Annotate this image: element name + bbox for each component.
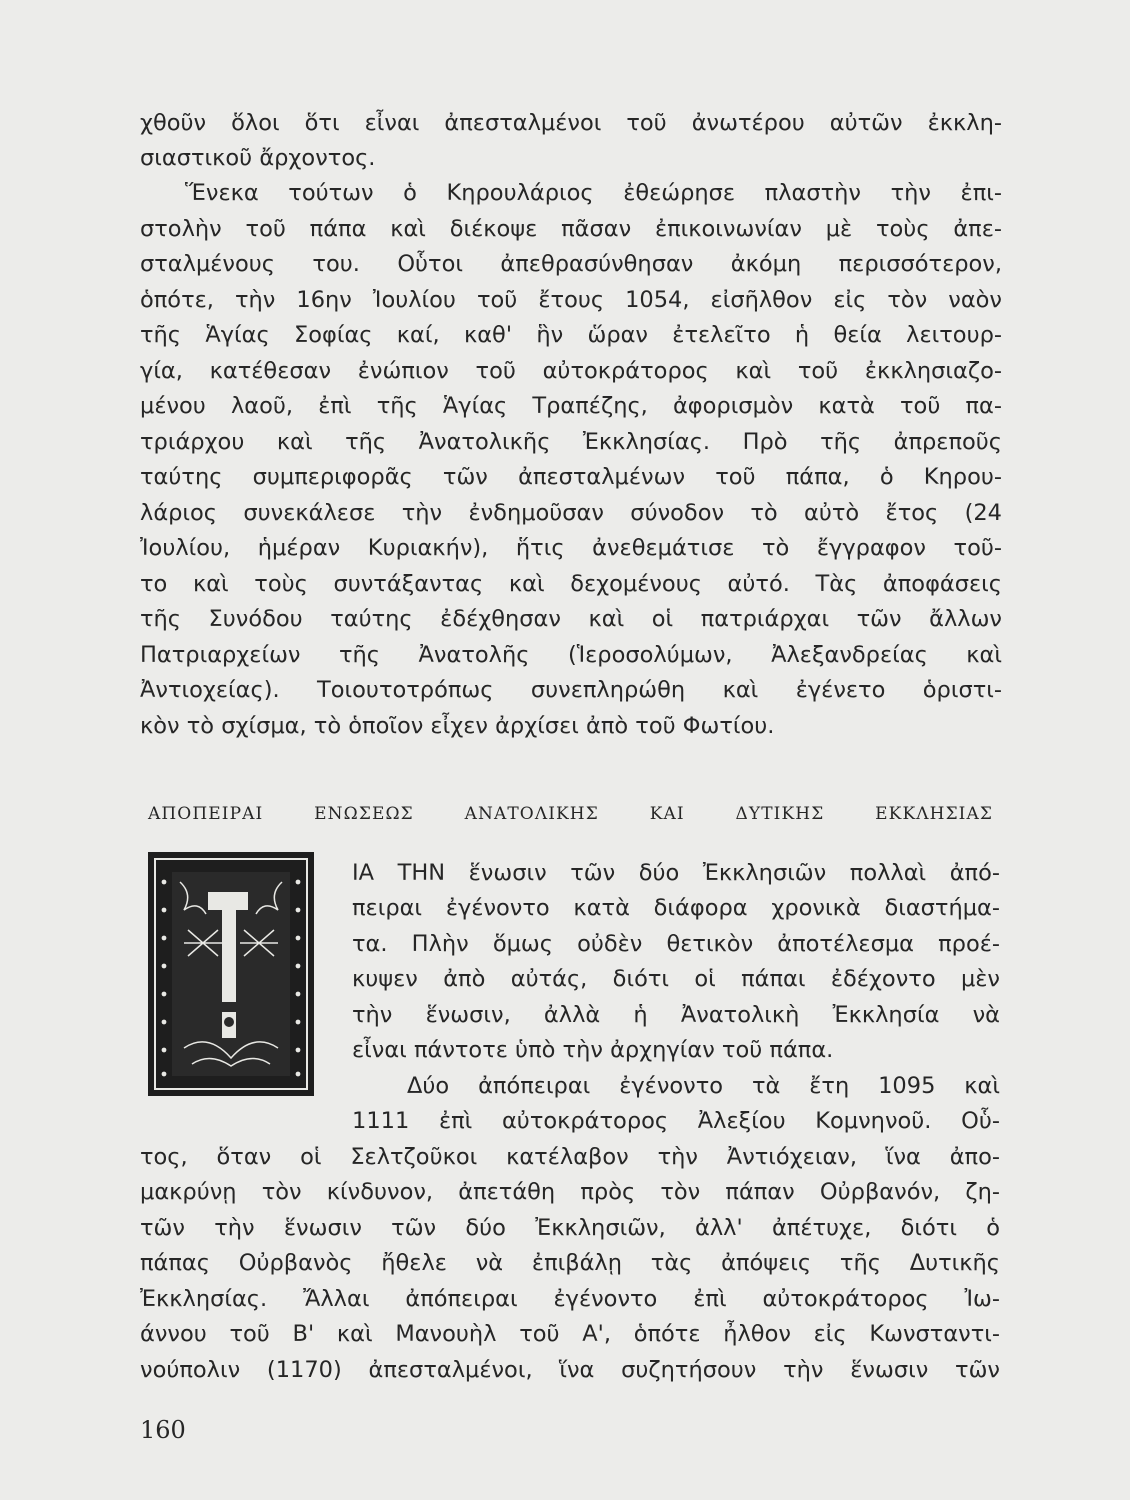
text-line: κυψεν ἀπὸ αὐτάς, διότι οἱ πάπαι ἐδέχοντο μὲν bbox=[352, 966, 1000, 992]
text-line: ταύτης συμπεριφορᾶς τῶν ἀπεσταλμένων τοῦ πάπα, ὁ Κηρου- bbox=[140, 464, 1002, 490]
text-line: τῆς Συνόδου ταύτης ἐδέχθησαν καὶ οἱ πατριάρχαι τῶν ἄλλων bbox=[140, 606, 1002, 632]
text-line: τος, ὅταν οἱ Σελτζοῦκοι κατέλαβον τὴν Ἀντιόχειαν, ἵνα ἀπο- bbox=[140, 1144, 1000, 1170]
text-line: μένου λαοῦ, ἐπὶ τῆς Ἁγίας Τραπέζης, ἀφορισμὸν κατὰ τοῦ πα- bbox=[140, 393, 1002, 419]
text-line: τὴν ἕνωσιν, ἀλλὰ ἡ Ἀνατολικὴ Ἐκκλησία νὰ bbox=[352, 1002, 1000, 1028]
text-line: Ἰουλίου, ἡμέραν Κυριακήν), ἥτις ἀνεθεμάτισε τὸ ἔγγραφον τοῦ- bbox=[140, 535, 1002, 561]
page-number: 160 bbox=[140, 1416, 186, 1444]
decorated-initial bbox=[148, 852, 314, 1096]
text-line: το καὶ τοὺς συντάξαντας καὶ δεχομένους αὐτό. Τὰς ἀποφάσεις bbox=[140, 571, 1002, 597]
text-line: μακρύνῃ τὸν κίνδυνον, ἀπετάθη πρὸς τὸν πάπαν Οὐρβανόν, ζη- bbox=[140, 1179, 1000, 1205]
text-line: ὁπότε, τὴν 16ην Ἰουλίου τοῦ ἔτους 1054, εἰσῆλθον εἰς τὸν ναὸν bbox=[140, 287, 1002, 313]
text-line: 1111 ἐπὶ αὐτοκράτορος Ἀλεξίου Κομνηνοῦ. Οὗ- bbox=[352, 1108, 1000, 1134]
text-line: Ἀντιοχείας). Τοιουτοτρόπως συνεπληρώθη καὶ ἐγένετο ὁριστι- bbox=[140, 677, 1002, 703]
text-line: τριάρχου καὶ τῆς Ἀνατολικῆς Ἐκκλησίας. Πρὸ τῆς ἀπρεποῦς bbox=[140, 429, 1002, 455]
text-line: νούπολιν (1170) ἀπεσταλμένοι, ἵνα συζητήσουν τὴν ἕνωσιν τῶν bbox=[140, 1357, 1000, 1383]
text-line: Δύο ἀπόπειραι ἐγένοντο τὰ ἔτη 1095 καὶ bbox=[407, 1073, 1000, 1099]
text-line: γία, κατέθεσαν ἐνώπιον τοῦ αὐτοκράτορος καὶ τοῦ ἐκκλησιαζο- bbox=[140, 358, 1002, 384]
ornamental-initial-icon bbox=[148, 852, 314, 1096]
text-line: σιαστικοῦ ἄρχοντος. bbox=[140, 145, 376, 171]
text-line: χθοῦν ὅλοι ὅτι εἶναι ἀπεσταλμένοι τοῦ ἀνωτέρου αὐτῶν ἐκκλη- bbox=[140, 110, 1002, 136]
text-line: Ἐκκλησίας. Ἄλλαι ἀπόπειραι ἐγένοντο ἐπὶ αὐτοκράτορος Ἰω- bbox=[140, 1286, 1000, 1312]
text-line: τα. Πλὴν ὅμως οὐδὲν θετικὸν ἀποτέλεσμα προέ- bbox=[352, 931, 1000, 957]
text-line: Ἕνεκα τούτων ὁ Κηρουλάριος ἐθεώρησε πλαστὴν τὴν ἐπι- bbox=[185, 180, 1002, 206]
text-line: πειραι ἐγένοντο κατὰ διάφορα χρονικὰ διαστήμα- bbox=[352, 895, 1000, 921]
text-line: στολὴν τοῦ πάπα καὶ διέκοψε πᾶσαν ἐπικοινωνίαν μὲ τοὺς ἀπε- bbox=[140, 216, 1002, 242]
section-heading: ΑΠΟΠΕΙΡΑΙ ΕΝΩΣΕΩΣ ΑΝΑΤΟΛΙΚΗΣ ΚΑΙ ΔΥΤΙΚΗΣ ΕΚΚΛΗΣΙΑΣ bbox=[148, 804, 993, 824]
text-line: κὸν τὸ σχίσμα, τὸ ὁποῖον εἶχεν ἀρχίσει ἀπὸ τοῦ Φωτίου. bbox=[140, 713, 775, 739]
text-line: τῶν τὴν ἕνωσιν τῶν δύο Ἐκκλησιῶν, ἀλλ' ἀπέτυχε, διότι ὁ bbox=[140, 1215, 1000, 1241]
text-line: ΙΑ ΤΗΝ ἕνωσιν τῶν δύο Ἐκκλησιῶν πολλαὶ ἀπό- bbox=[352, 860, 1000, 886]
text-line: πάπας Οὐρβανὸς ἤθελε νὰ ἐπιβάλῃ τὰς ἀπόψεις τῆς Δυτικῆς bbox=[140, 1250, 1000, 1276]
text-line: τῆς Ἁγίας Σοφίας καί, καθ' ἣν ὥραν ἐτελεῖτο ἡ θεία λειτουρ- bbox=[140, 322, 1002, 348]
text-line: εἶναι πάντοτε ὑπὸ τὴν ἀρχηγίαν τοῦ πάπα. bbox=[352, 1037, 834, 1063]
text-line: λάριος συνεκάλεσε τὴν ἐνδημοῦσαν σύνοδον τὸ αὐτὸ ἔτος (24 bbox=[140, 500, 1002, 526]
text-line: άννου τοῦ Β' καὶ Μανουὴλ τοῦ Α', ὁπότε ἦλθον εἰς Κωνσταντι- bbox=[140, 1321, 1000, 1347]
text-line: Πατριαρχείων τῆς Ἀνατολῆς (Ἱεροσολύμων, Ἀλεξανδρείας καὶ bbox=[140, 642, 1002, 668]
text-line: σταλμένους του. Οὗτοι ἀπεθρασύνθησαν ἀκόμη περισσότερον, bbox=[140, 251, 1002, 277]
